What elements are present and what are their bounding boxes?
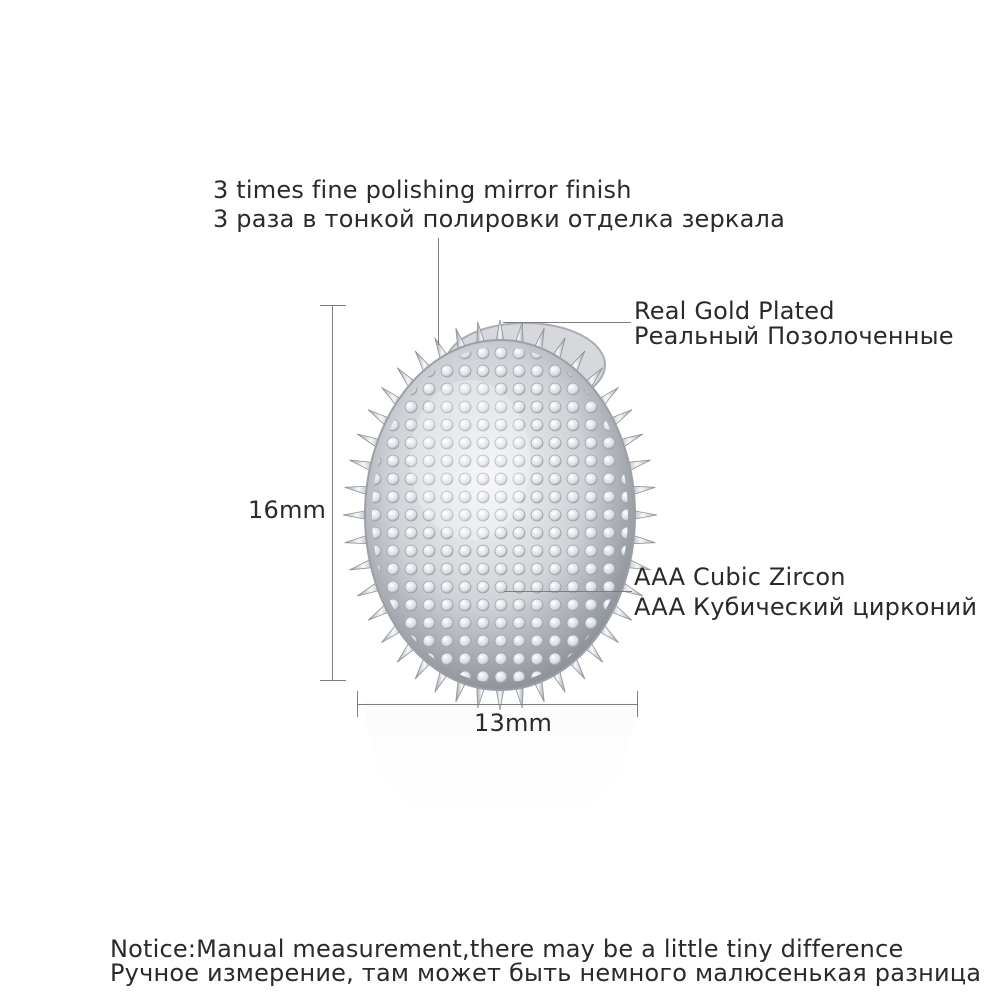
earring-image	[330, 290, 670, 710]
gold-leader-line	[503, 322, 631, 323]
zircon-leader-line	[504, 591, 632, 592]
height-label: 16mm	[248, 496, 327, 524]
polish-label-en: 3 times fine polishing mirror finish	[213, 176, 632, 204]
zircon-label-ru: AAA Кубический цирконий	[634, 593, 978, 621]
polish-label-ru: 3 раза в тонкой полировки отделка зеркала	[213, 205, 785, 233]
gold-label-en: Real Gold Plated	[634, 297, 835, 325]
notice-ru: Ручное измерение, там может быть немного малюсенькая разница	[110, 959, 982, 987]
height-tick-bottom	[320, 680, 346, 681]
polish-leader-line	[438, 238, 439, 345]
zircon-label-en: AAA Cubic Zircon	[634, 563, 846, 591]
notice-en: Notice:Manual measurement,there may be a little tiny difference	[110, 935, 904, 963]
gold-label-ru: Реальный Позолоченные	[634, 322, 954, 350]
width-tick-right	[637, 691, 638, 717]
width-dimension-line	[357, 704, 637, 705]
height-tick-top	[320, 305, 346, 306]
width-label: 13mm	[474, 709, 553, 737]
height-dimension-line	[332, 305, 333, 681]
